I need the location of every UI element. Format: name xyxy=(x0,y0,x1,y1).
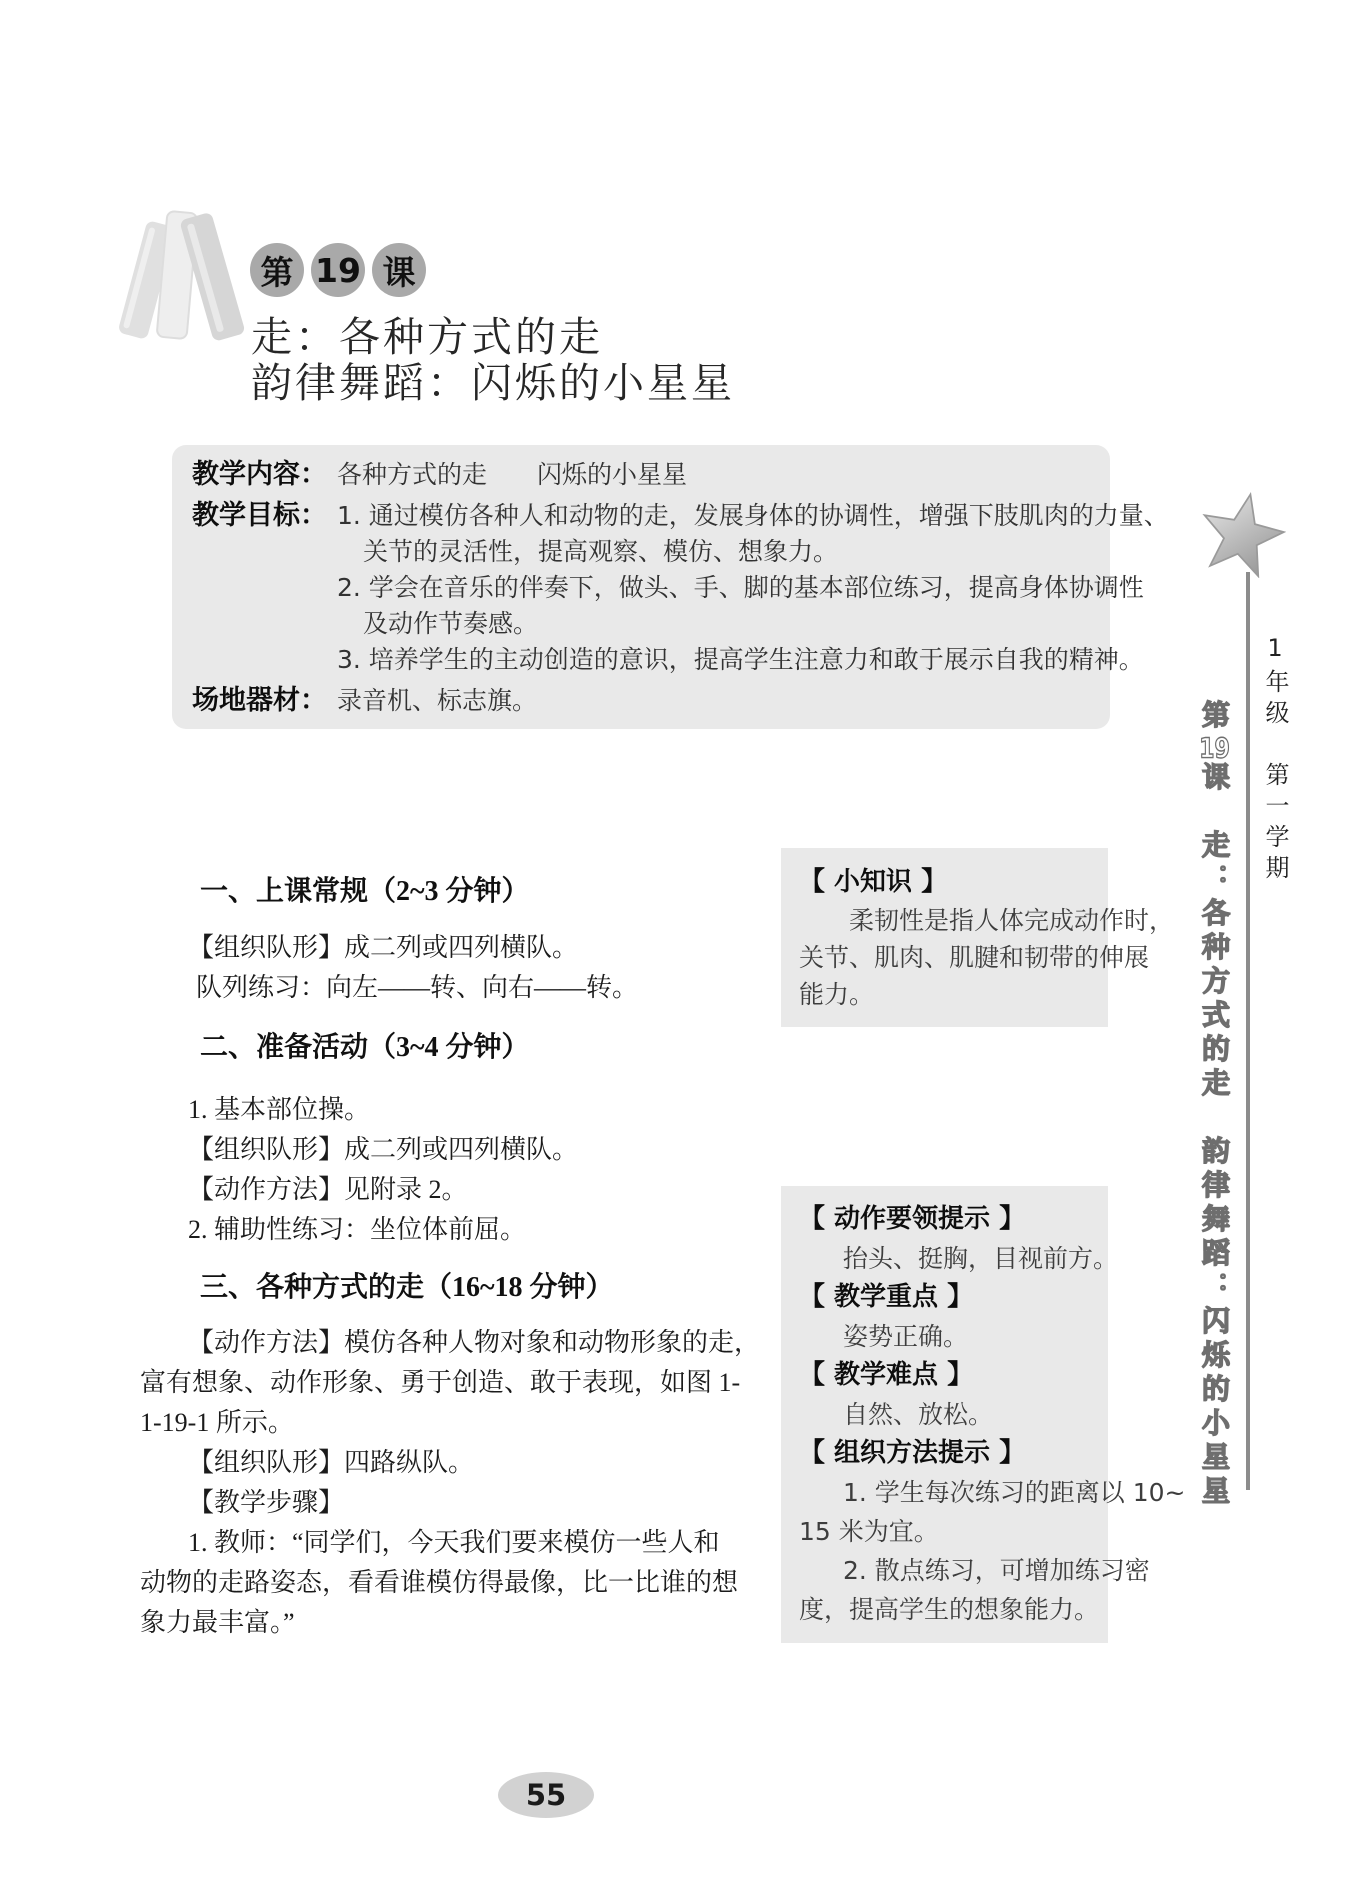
sidebar-lesson-title xyxy=(1194,700,1234,1525)
body-line: 队列练习：向左——转、向右——转。 xyxy=(196,973,639,1002)
equipment-value: 录音机、标志旗。 xyxy=(337,686,538,715)
body-line: 富有想象、动作形象、勇于创造、敢于表现，如图 1- xyxy=(140,1368,741,1397)
goal-line: 2. 学会在音乐的伴奏下，做头、手、脚的基本部位练习，提高身体协调性 xyxy=(337,573,1144,602)
sidebar-lesson-suffix: 课 走：各种方式的走 韵律舞蹈：闪烁的小星星 xyxy=(1198,762,1231,1510)
tip-line: 2. 散点练习，可增加练习密 xyxy=(843,1556,1150,1585)
goal-line: 及动作节奏感。 xyxy=(363,609,539,638)
body-line: 1. 教师：“同学们，今天我们要来模仿一些人和 xyxy=(188,1528,720,1557)
body-line: 1. 基本部位操。 xyxy=(188,1095,371,1124)
teaching-content-row xyxy=(192,457,1088,493)
body-line: 【组织队形】四路纵队。 xyxy=(188,1448,475,1477)
knowledge-tip-title: 【 小知识 】 xyxy=(799,867,948,897)
teaching-tips-box xyxy=(781,1186,1186,1643)
teaching-content-value: 各种方式的走 闪烁的小星星 xyxy=(337,460,688,489)
teaching-info-box xyxy=(172,445,1169,729)
tip-title-movement-essentials: 【 动作要领提示 】 xyxy=(799,1204,1026,1234)
teaching-goals-label: 教学目标： xyxy=(192,500,327,531)
equipment-row xyxy=(192,683,1088,719)
body-line: 【动作方法】模仿各种人物对象和动物形象的走， xyxy=(188,1328,761,1357)
body-line: 【组织队形】成二列或四列横队。 xyxy=(188,933,579,962)
knowledge-tip-box xyxy=(781,848,1175,1027)
tip-line: 抬头、挺胸，目视前方。 xyxy=(843,1244,1119,1273)
teaching-content-label: 教学内容： xyxy=(192,459,327,490)
body-line: 【组织队形】成二列或四列横队。 xyxy=(188,1135,579,1164)
body-line: 象力最丰富。” xyxy=(140,1608,295,1637)
section-1-heading: 一、上课常规（2~3 分钟） xyxy=(200,876,530,907)
page-number: 55 xyxy=(498,1772,594,1818)
tip-line: 能力。 xyxy=(799,980,875,1009)
badge-lesson-number: 19 xyxy=(311,243,365,297)
goal-line: 1. 通过模仿各种人和动物的走，发展身体的协调性，增强下肢肌肉的力量、 xyxy=(337,501,1169,530)
body-line: 【教学步骤】 xyxy=(188,1488,345,1517)
sidebar-lesson-prefix: 第 xyxy=(1198,700,1231,734)
badge-char-di: 第 xyxy=(250,243,304,297)
sidebar-lesson-number: 19 xyxy=(1199,734,1230,762)
tip-line: 关节、肌肉、肌腱和韧带的伸展 xyxy=(799,943,1150,972)
section-2-heading: 二、准备活动（3~4 分钟） xyxy=(200,1032,530,1063)
goal-line: 3. 培养学生的主动创造的意识，提高学生注意力和敢于展示自我的精神。 xyxy=(337,645,1144,674)
tip-line: 自然、放松。 xyxy=(843,1400,994,1429)
tip-line: 柔韧性是指人体完成动作时， xyxy=(849,906,1175,935)
tip-title-teaching-difficulty: 【 教学难点 】 xyxy=(799,1360,974,1390)
goal-line: 关节的灵活性，提高观察、模仿、想象力。 xyxy=(363,537,839,566)
body-line: 1-19-1 所示。 xyxy=(140,1408,294,1437)
grade-semester-label: 1年级 第一学期 xyxy=(1261,634,1289,886)
lesson-title-line2: 韵律舞蹈：闪烁的小星星 xyxy=(251,359,735,407)
teaching-goals-text xyxy=(337,498,1169,678)
tip-line: 度，提高学生的想象能力。 xyxy=(799,1595,1100,1624)
lesson-title-line1: 走：各种方式的走 xyxy=(251,313,603,361)
lesson-badge xyxy=(250,243,426,297)
body-line: 动物的走路姿态，看看谁模仿得最像，比一比谁的想 xyxy=(140,1568,739,1597)
section-3-heading: 三、各种方式的走（16~18 分钟） xyxy=(200,1272,614,1303)
body-line: 2. 辅助性练习：坐位体前屈。 xyxy=(188,1215,527,1244)
tip-title-organization-method: 【 组织方法提示 】 xyxy=(799,1438,1026,1468)
badge-char-ke: 课 xyxy=(372,243,426,297)
sidebar-rule xyxy=(1246,572,1250,1490)
star-icon xyxy=(1198,490,1286,578)
teaching-goals-row xyxy=(192,498,1169,678)
tip-title-teaching-focus: 【 教学重点 】 xyxy=(799,1282,974,1312)
tip-line: 姿势正确。 xyxy=(843,1322,969,1351)
lesson-body xyxy=(140,872,761,1643)
body-line: 【动作方法】见附录 2。 xyxy=(188,1175,468,1204)
books-icon xyxy=(116,192,248,342)
tip-line: 15 米为宜。 xyxy=(799,1517,939,1546)
tip-line: 1. 学生每次练习的距离以 10~ xyxy=(843,1478,1186,1507)
equipment-label: 场地器材： xyxy=(192,685,327,716)
